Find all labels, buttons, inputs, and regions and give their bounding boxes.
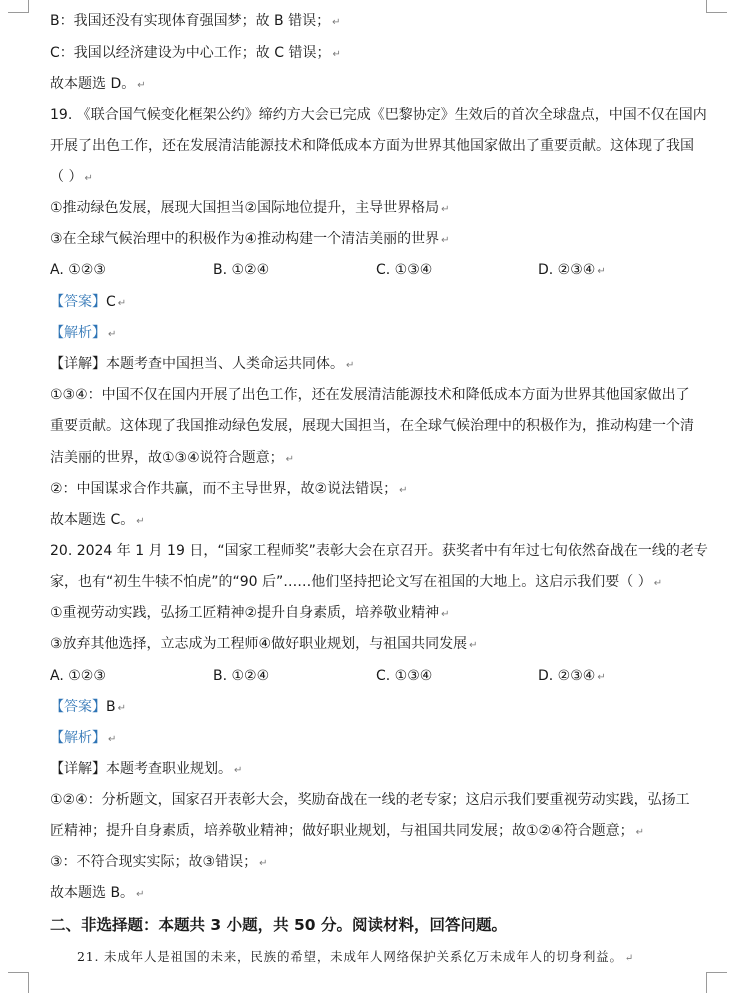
paragraph-mark: ↵ <box>441 235 450 246</box>
paragraph-mark: ↵ <box>635 827 645 838</box>
q20-statements-1: ①重视劳动实践，弘扬工匠精神②提升自身素质，培养敬业精神 ↵ <box>50 605 450 621</box>
paragraph-mark: ↵ <box>597 266 606 277</box>
q19-stem-line-2: 开展了出色工作，还在发展清洁能源技术和降低成本方面为世界其他国家做出了重要贡献。这体现了我国 <box>50 138 694 154</box>
q20-answer <box>50 698 126 718</box>
paragraph-mark: ↵ <box>108 734 117 745</box>
paragraph-mark: ↵ <box>285 454 295 465</box>
q19-stem-line-3: （ ） ↵ <box>50 169 93 185</box>
paragraph-mark: ↵ <box>332 17 341 28</box>
paragraph-mark: ↵ <box>136 889 145 900</box>
q20-option-a: A. ①②③ <box>50 668 106 684</box>
q20-conclusion: 故本题选 B。 ↵ <box>50 885 145 901</box>
q20-stem-line-2: 家，也有“初生牛犊不怕虎”的“90 后”……他们坚持把论文写在祖国的大地上。这启示我们要（ ） ↵ <box>50 574 663 590</box>
q20-explanation-line-1: ①②④：分析题文，国家召开表彰大会，奖励奋战在一线的老专家；这启示我们要重视劳动实践，弘扬工 <box>50 792 690 808</box>
detail-tag: 【详解】 <box>50 761 106 777</box>
q19-option-b: B. ①②④ <box>213 262 270 278</box>
q20-analysis-heading <box>50 729 116 749</box>
paragraph-mark: ↵ <box>346 360 355 371</box>
q19-explanation-line-3: 洁美丽的世界，故①③④说符合题意； ↵ <box>50 450 295 466</box>
q19-answer <box>50 293 126 313</box>
paragraph-mark: ↵ <box>117 298 127 309</box>
q19-detail: 【详解】本题考查中国担当、人类命运共同体。 ↵ <box>50 356 355 372</box>
page-corner-mark-bottom-left <box>8 972 29 993</box>
q20-option-d: D. ②③④ ↵ <box>538 668 606 684</box>
paragraph-mark: ↵ <box>136 516 145 527</box>
q19-explanation-line-2: 重要贡献。这体现了我国推动绿色发展，展现大国担当，在全球气候治理中的积极作为，推动构建一个清 <box>50 418 694 434</box>
paragraph-mark: ↵ <box>653 578 663 589</box>
q19-option-a: A. ①②③ <box>50 262 106 278</box>
page-corner-mark-top-right <box>706 0 727 13</box>
q20-statements-2: ③放弃其他选择，立志成为工程师④做好职业规划，与祖国共同发展 ↵ <box>50 636 478 652</box>
analysis-tag: 【解析】 <box>50 730 106 746</box>
answer-value: C <box>106 294 116 310</box>
q20-explanation-line-3: ③：不符合现实实际；故③错误； ↵ <box>50 854 268 870</box>
q19-explanation-line-1: ①③④：中国不仅在国内开展了出色工作，还在发展清洁能源技术和降低成本方面为世界其他国家做出了 <box>50 387 690 403</box>
paragraph-mark: ↵ <box>234 765 243 776</box>
paragraph-mark: ↵ <box>441 204 450 215</box>
q21-stem: 21. 未成年人是祖国的未来，民族的希望，未成年人网络保护关系亿万未成年人的切身利益。 ↵ <box>77 949 634 964</box>
paragraph-mark: ↵ <box>441 609 450 620</box>
paragraph-mark: ↵ <box>108 329 117 340</box>
q20-detail: 【详解】本题考查职业规划。 ↵ <box>50 761 243 777</box>
paragraph-mark: ↵ <box>597 672 606 683</box>
q19-explanation-line-4: ②：中国谋求合作共赢，而不主导世界，故②说法错误； ↵ <box>50 481 408 497</box>
answer-value: B <box>106 699 116 715</box>
q20-option-b: B. ①②④ <box>213 668 270 684</box>
q20-explanation-line-2: 匠精神；提升自身素质，培养敬业精神；做好职业规划，与祖国共同发展；故①②④符合题意； ↵ <box>50 823 645 839</box>
paragraph-mark: ↵ <box>399 485 408 496</box>
q20-stem-line-1: 20. 2024 年 1 月 19 日，“国家工程师奖”表彰大会在京召开。获奖者中有年过七旬依然奋战在一线的老专 <box>50 543 708 559</box>
q19-analysis-heading <box>50 324 116 344</box>
q20-option-c: C. ①③④ <box>376 668 433 684</box>
paragraph-mark: ↵ <box>469 640 478 651</box>
q19-option-d: D. ②③④ ↵ <box>538 262 606 278</box>
section-heading: 二、非选择题：本题共 3 小题，共 50 分。阅读材料，回答问题。 <box>50 916 507 934</box>
answer-tag: 【答案】 <box>50 699 106 715</box>
paragraph-mark: ↵ <box>624 953 634 964</box>
q19-statements-1: ①推动绿色发展，展现大国担当②国际地位提升，主导世界格局 ↵ <box>50 200 450 216</box>
analysis-tag: 【解析】 <box>50 325 106 341</box>
q19-stem-line-1: 19. 《联合国气候变化框架公约》缔约方大会已完成《巴黎协定》生效后的首次全球盘点，中国不仅在国内 <box>50 107 707 123</box>
paragraph-mark: ↵ <box>259 858 268 869</box>
paragraph-mark: ↵ <box>332 49 341 60</box>
q19-conclusion: 故本题选 C。 ↵ <box>50 512 145 528</box>
page-corner-mark-top-left <box>8 0 29 13</box>
paragraph-mark: ↵ <box>137 80 146 91</box>
page-corner-mark-bottom-right <box>706 972 727 993</box>
answer-tag: 【答案】 <box>50 294 106 310</box>
q19-option-c: C. ①③④ <box>376 262 433 278</box>
q18-option-c-analysis: C：我国以经济建设为中心工作；故 C 错误； ↵ <box>50 45 341 61</box>
q19-statements-2: ③在全球气候治理中的积极作为④推动构建一个清洁美丽的世界 ↵ <box>50 231 450 247</box>
q18-conclusion: 故本题选 D。 ↵ <box>50 76 146 92</box>
paragraph-mark: ↵ <box>84 173 93 184</box>
detail-tag: 【详解】 <box>50 356 106 372</box>
q18-option-b-analysis: B：我国还没有实现体育强国梦；故 B 错误； ↵ <box>50 13 341 29</box>
paragraph-mark: ↵ <box>117 703 126 714</box>
